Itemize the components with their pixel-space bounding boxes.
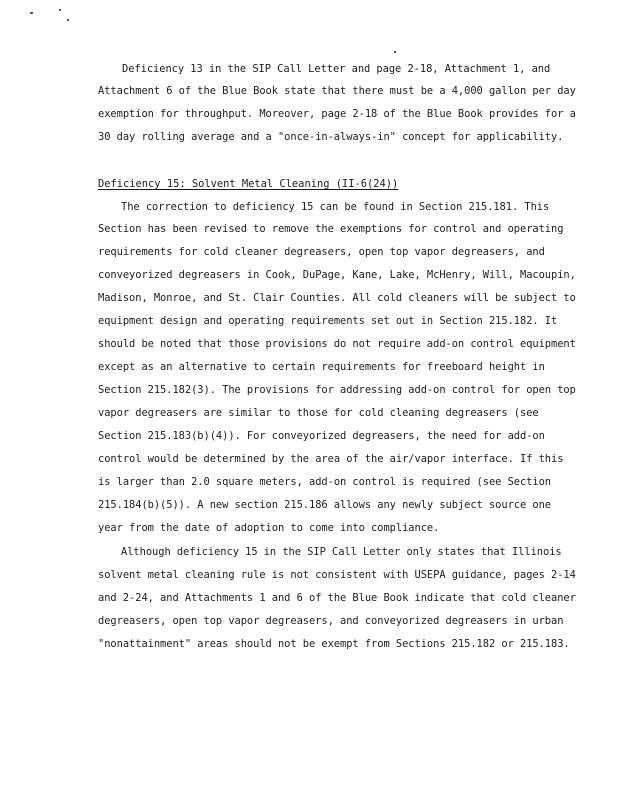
paragraph-2-line-1: The correction to deficiency 15 can be found in Section 215.181. This: [121, 201, 550, 213]
section-heading: Deficiency 15: Solvent Metal Cleaning (II-6(24)): [98, 178, 399, 190]
paragraph-3-line-3: and 2-24, and Attachments 1 and 6 of the Blue Book indicate that cold cleaner: [98, 592, 576, 604]
paragraph-3-line-1: Although deficiency 15 in the SIP Call Letter only states that Illinois: [121, 546, 562, 558]
paragraph-2-line-9: Section 215.182(3). The provisions for addressing add-on control for open top: [98, 384, 576, 396]
paragraph-2-line-3: requirements for cold cleaner degreasers, open top vapor degreasers, and: [98, 246, 545, 258]
scan-speck: [394, 51, 396, 53]
scan-speck: [67, 19, 69, 21]
paragraph-1-line-3: exemption for throughput. Moreover, page 2-18 of the Blue Book provides for a: [98, 108, 576, 120]
paragraph-2-line-12: control would be determined by the area of the air/vapor interface. If this: [98, 453, 564, 465]
paragraph-2-line-2: Section has been revised to remove the exemptions for control and operating: [98, 223, 564, 235]
scan-speck: [59, 9, 61, 11]
paragraph-1-line-2: Attachment 6 of the Blue Book state that there must be a 4,000 gallon per day: [98, 85, 576, 97]
paragraph-3-line-2: solvent metal cleaning rule is not consistent with USEPA guidance, pages 2-14: [98, 569, 576, 581]
scan-speck: [30, 12, 33, 14]
paragraph-2-line-13: is larger than 2.0 square meters, add-on control is required (see Section: [98, 476, 552, 488]
paragraph-1-line-4: 30 day rolling average and a "once-in-always-in" concept for applicability.: [98, 131, 564, 143]
paragraph-3-line-5: "nonattainment" areas should not be exempt from Sections 215.182 or 215.183.: [98, 638, 570, 650]
paragraph-2-line-14: 215.184(b)(5)). A new section 215.186 allows any newly subject source one: [98, 499, 552, 511]
paragraph-2-line-11: Section 215.183(b)(4)). For conveyorized degreasers, the need for add-on: [98, 430, 545, 442]
paragraph-2-line-15: year from the date of adoption to come into compliance.: [98, 522, 440, 534]
paragraph-3-line-4: degreasers, open top vapor degreasers, and conveyorized degreasers in urban: [98, 615, 564, 627]
paragraph-2-line-10: vapor degreasers are similar to those for cold cleaning degreasers (see: [98, 407, 539, 419]
paragraph-2-line-5: Madison, Monroe, and St. Clair Counties. All cold cleaners will be subject to: [98, 292, 576, 304]
paragraph-2-line-8: except as an alternative to certain requirements for freeboard height in: [98, 361, 545, 373]
paragraph-1-line-1: Deficiency 13 in the SIP Call Letter and page 2-18, Attachment 1, and: [122, 63, 551, 75]
paragraph-2-line-4: conveyorized degreasers in Cook, DuPage, Kane, Lake, McHenry, Will, Macoupin,: [98, 269, 576, 281]
paragraph-2-line-6: equipment design and operating requirements set out in Section 215.182. It: [98, 315, 558, 327]
paragraph-2-line-7: should be noted that those provisions do not require add-on control equipment: [98, 338, 576, 350]
